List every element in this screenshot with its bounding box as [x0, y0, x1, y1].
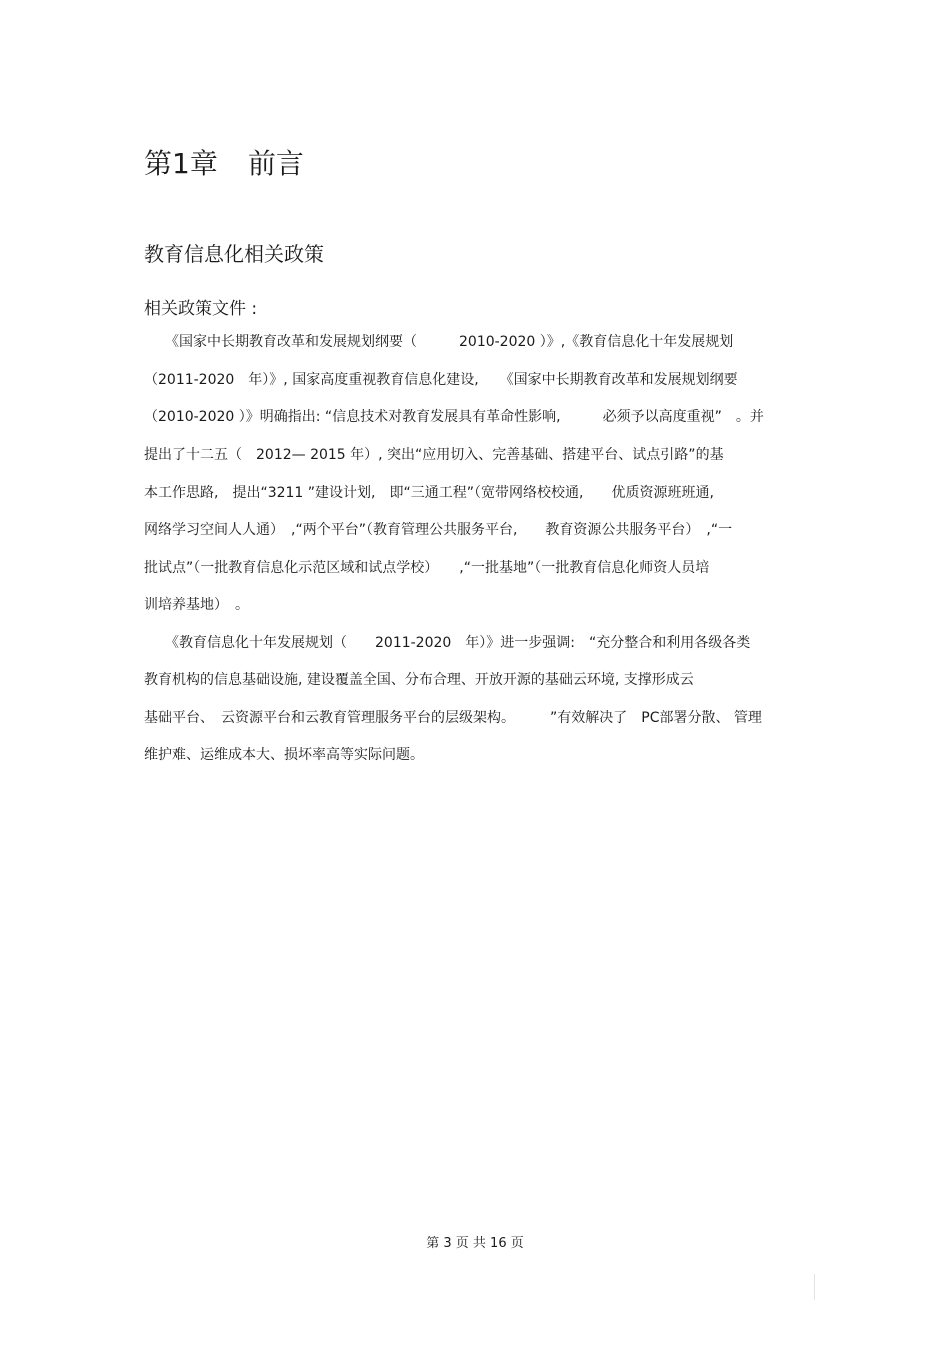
chapter-title: 前言: [247, 147, 304, 180]
chapter-heading: [144, 142, 304, 182]
paragraph-line: 基础平台、 云资源平台和云教育管理服务平台的层级架构。 ”有效解决了 PC部署分散、 管理: [144, 710, 762, 726]
paragraph-line: 训培养基地） 。: [144, 597, 249, 613]
chapter-number: 第1章: [144, 147, 218, 180]
paragraph-line: 批试点”（一批教育信息化示范区域和试点学校） ,“一批基地”（一批教育信息化师资人员培: [144, 560, 710, 576]
page-footer: 第 3 页 共 16 页: [426, 1236, 524, 1251]
paragraph-line: 《教育信息化十年发展规划（ 2011-2020 年）》进一步强调: “充分整合和利用各级各类: [144, 635, 751, 651]
paragraph-line: 本工作思路, 提出“3211 ”建设计划, 即“三通工程”（宽带网络校校通, 优质资源班班通,: [144, 485, 714, 501]
paragraph-line: 教育机构的信息基础设施, 建设覆盖全国、分布合理、开放开源的基础云环境, 支撑形成云: [144, 672, 694, 688]
page-edge-divider: [814, 1274, 815, 1300]
paragraph-line: （2010-2020 ）》明确指出: “信息技术对教育发展具有革命性影响, 必须予以高度重视” 。并: [144, 409, 764, 425]
section-heading: 教育信息化相关政策: [144, 242, 324, 266]
paragraph-line: （2011-2020 年）》, 国家高度重视教育信息化建设, 《国家中长期教育改革和发展规划纲要: [144, 372, 738, 388]
subsection-heading: 相关政策文件 :: [144, 299, 258, 319]
paragraph-line: 网络学习空间人人通） ,“两个平台”（教育管理公共服务平台, 教育资源公共服务平台） ,“一: [144, 522, 733, 538]
paragraph-line: 提出了十二五（ 2012— 2015 年）, 突出“应用切入、完善基础、搭建平台、试点引路”的基: [144, 447, 724, 463]
paragraph-line: 维护难、运维成本大、损坏率高等实际问题。: [144, 747, 424, 763]
paragraph-line: 《国家中长期教育改革和发展规划纲要（ 2010-2020 ）》,《教育信息化十年发展规划: [144, 334, 734, 350]
